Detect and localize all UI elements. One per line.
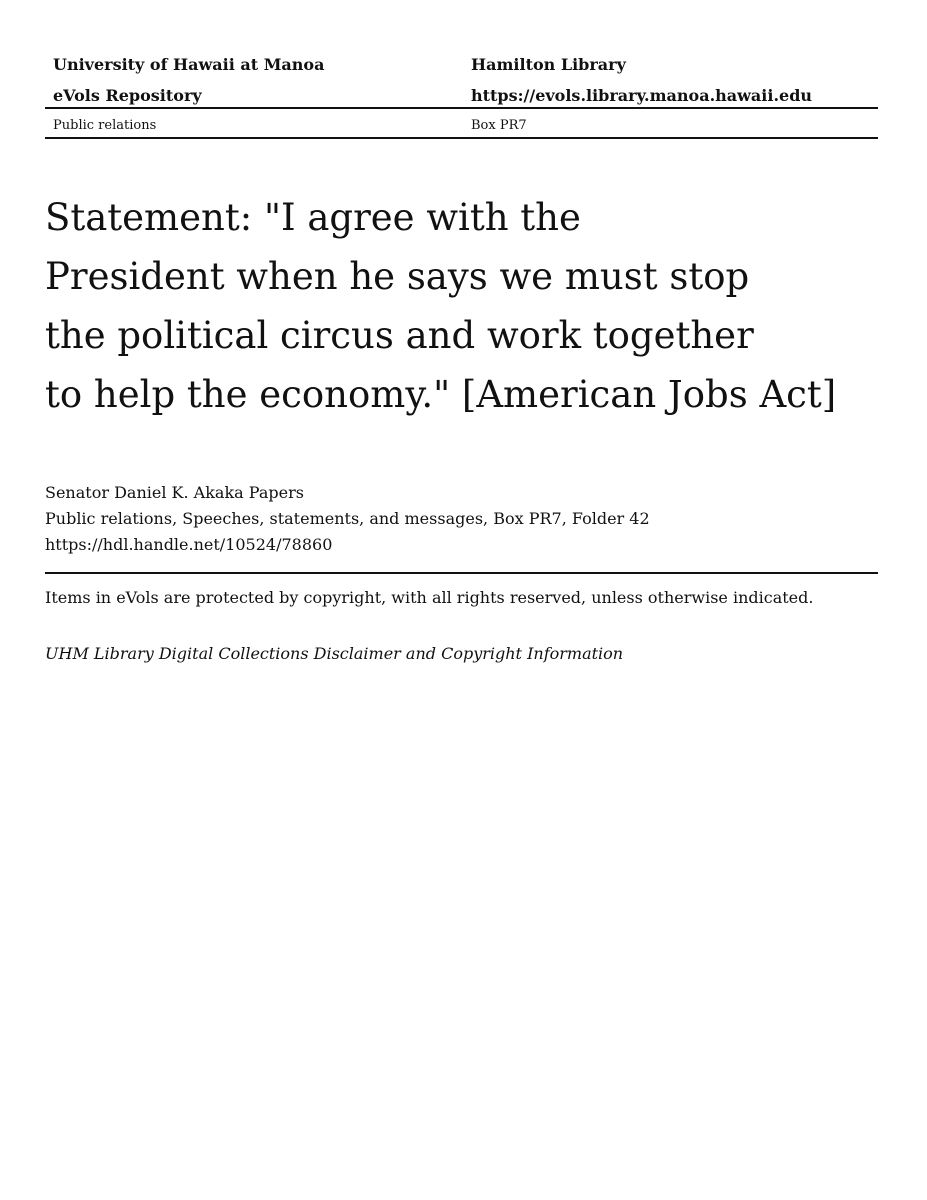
disclaimer-link[interactable]: UHM Library Digital Collections Disclaimer and Copyright Information [45,644,624,663]
repository-url-link[interactable]: https://evols.library.manoa.hawaii.edu [471,86,813,105]
folder-location: Public relations, Speeches, statements, and messages, Box PR7, Folder 42 [45,509,650,528]
header-rule-bottom [45,137,878,139]
library-name: Hamilton Library [471,55,626,74]
series-label: Public relations [53,118,157,133]
footer-rule [45,572,878,574]
title-line: the political circus and work together [45,314,754,357]
title-line: Statement: "I agree with the [45,196,581,239]
header-rule-top [45,107,878,109]
document-metadata [45,480,650,558]
document-title [45,188,885,424]
repository-name: eVols Repository [53,86,202,105]
box-label: Box PR7 [471,118,527,133]
title-line: President when he says we must stop [45,255,750,298]
institution-name: University of Hawaii at Manoa [53,55,325,74]
collection-name: Senator Daniel K. Akaka Papers [45,483,304,502]
handle-link[interactable]: https://hdl.handle.net/10524/78860 [45,535,333,554]
copyright-notice: Items in eVols are protected by copyright, with all rights reserved, unless otherwise indicated. [45,588,814,607]
title-line: to help the economy." [American Jobs Act] [45,373,837,416]
